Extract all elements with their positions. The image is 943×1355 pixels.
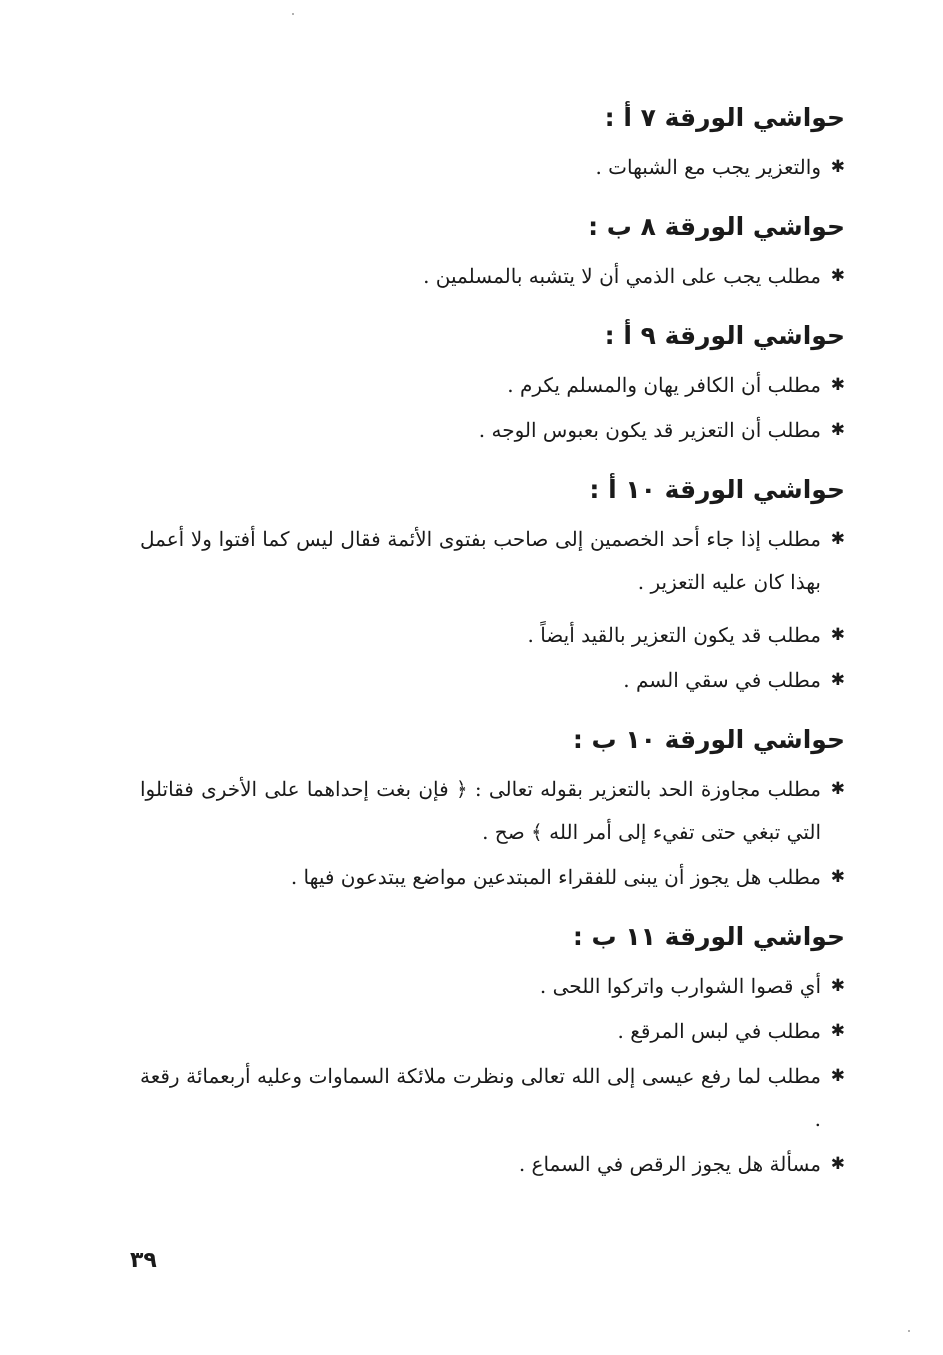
- section-heading: حواشي الورقة ٩ أ :: [604, 321, 845, 350]
- item-text: مطلب أن التعزير قد يكون بعبوس الوجه .: [478, 418, 821, 442]
- asterisk-bullet-icon: ✱: [830, 375, 845, 395]
- item-text: والتعزير يجب مع الشبهات .: [595, 155, 821, 179]
- asterisk-bullet-icon: ✱: [830, 157, 845, 177]
- section-folio-11b: [140, 919, 845, 1186]
- page-number: ٣٩: [130, 1248, 157, 1273]
- item-text: مطلب قد يكون التعزير بالقيد أيضاً .: [527, 623, 821, 647]
- list-item: [140, 965, 845, 1008]
- scan-speck: [292, 13, 294, 15]
- list-item: [140, 856, 845, 899]
- asterisk-bullet-icon: ✱: [830, 529, 845, 549]
- asterisk-bullet-icon: ✱: [830, 420, 845, 440]
- section-folio-7a: [140, 100, 845, 189]
- item-list: [140, 364, 845, 452]
- asterisk-bullet-icon: ✱: [830, 867, 845, 887]
- list-item: [140, 364, 845, 407]
- item-text: مطلب هل يجوز أن يبنى للفقراء المبتدعين مواضع يبتدعون فيها .: [290, 865, 821, 889]
- section-folio-10b: [140, 722, 845, 899]
- asterisk-bullet-icon: ✱: [830, 1066, 845, 1086]
- section-heading: حواشي الورقة ٨ ب :: [588, 212, 845, 241]
- list-item: [140, 518, 845, 604]
- item-text: مطلب في لبس المرقع .: [617, 1019, 821, 1043]
- list-item: [140, 768, 845, 854]
- item-text: أي قصوا الشوارب واتركوا اللحى .: [539, 974, 821, 998]
- item-list: [140, 965, 845, 1186]
- list-item: [140, 255, 845, 298]
- item-text: مطلب إذا جاء أحد الخصمين إلى صاحب بفتوى الأئمة فقال ليس كما أفتوا ولا أعمل بهذا كان عليه التعزير .: [140, 527, 821, 594]
- section-folio-8b: [140, 209, 845, 298]
- asterisk-bullet-icon: ✱: [830, 625, 845, 645]
- asterisk-bullet-icon: ✱: [830, 1021, 845, 1041]
- asterisk-bullet-icon: ✱: [830, 976, 845, 996]
- item-list: [140, 768, 845, 899]
- list-item: [140, 1010, 845, 1053]
- list-item: [140, 1143, 845, 1186]
- asterisk-bullet-icon: ✱: [830, 670, 845, 690]
- item-text: مطلب مجاوزة الحد بالتعزير بقوله تعالى : ﴿ فإن بغت إحداهما على الأخرى فقاتلوا التي تبغي حتى تفيء إلى أمر الله ﴾ صح .: [140, 777, 821, 844]
- list-item: [140, 659, 845, 702]
- item-text: مطلب أن الكافر يهان والمسلم يكرم .: [507, 373, 821, 397]
- item-list: [140, 518, 845, 702]
- document-page: [140, 100, 845, 1186]
- item-text: مطلب في سقي السم .: [623, 668, 821, 692]
- item-list: [140, 146, 845, 189]
- item-text: مسألة هل يجوز الرقص في السماع .: [518, 1152, 821, 1176]
- item-text: مطلب لما رفع عيسى إلى الله تعالى ونظرت ملائكة السماوات وعليه أربعمائة رقعة .: [140, 1064, 821, 1131]
- section-heading: حواشي الورقة ٧ أ :: [604, 103, 845, 132]
- list-item: [140, 1055, 845, 1141]
- section-heading: حواشي الورقة ١١ ب :: [572, 922, 845, 951]
- section-heading: حواشي الورقة ١٠ أ :: [589, 475, 845, 504]
- asterisk-bullet-icon: ✱: [830, 1154, 845, 1174]
- section-folio-10a: [140, 472, 845, 702]
- list-item: [140, 146, 845, 189]
- section-folio-9a: [140, 318, 845, 452]
- asterisk-bullet-icon: ✱: [830, 266, 845, 286]
- list-item: [140, 409, 845, 452]
- scan-speck: [908, 1330, 910, 1332]
- item-list: [140, 255, 845, 298]
- list-item: [140, 614, 845, 657]
- asterisk-bullet-icon: ✱: [830, 779, 845, 799]
- item-text: مطلب يجب على الذمي أن لا يتشبه بالمسلمين .: [423, 264, 821, 288]
- section-heading: حواشي الورقة ١٠ ب :: [572, 725, 845, 754]
